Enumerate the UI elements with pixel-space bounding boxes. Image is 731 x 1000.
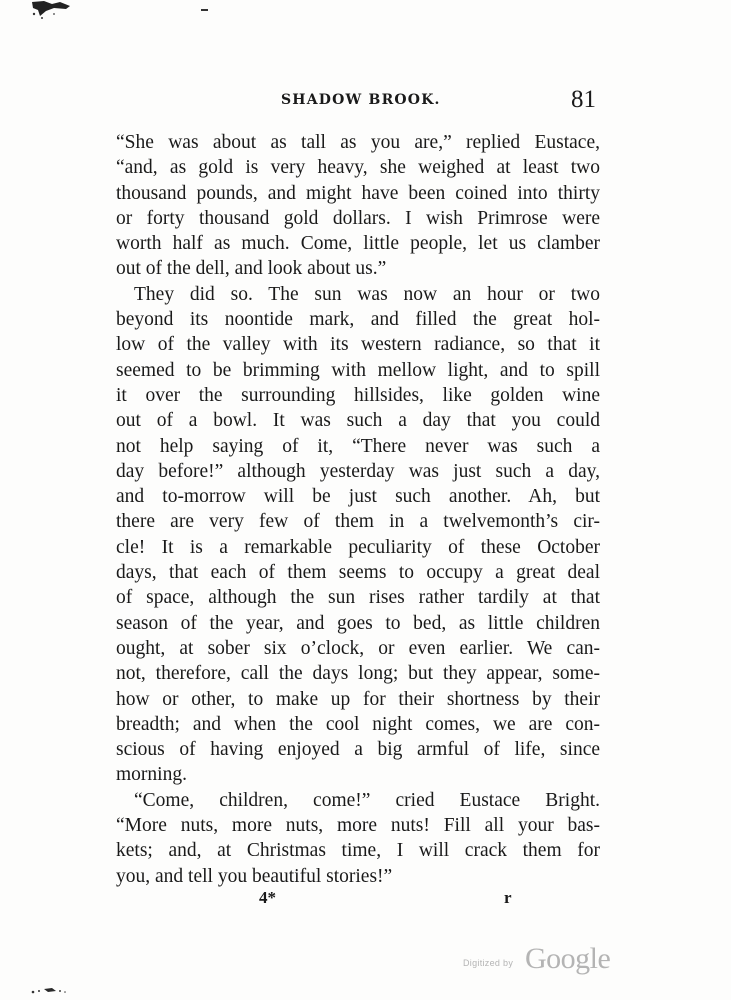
text-line: and to-morrow will be just such another. Ah, but <box>116 486 600 508</box>
text-line: not help saying of it, “There never was such a <box>116 435 600 457</box>
text-line: cle! It is a remarkable peculiarity of these October <box>116 536 600 558</box>
text-line: morning. <box>116 764 187 786</box>
text-line: They did so. The sun was now an hour or two <box>134 283 600 305</box>
text-line: “She was about as tall as you are,” replied Eustace, <box>116 132 600 153</box>
text-line: seemed to be brimming with mellow light, and to spill <box>116 359 600 381</box>
signature-marks <box>116 888 600 912</box>
running-title: SHADOW BROOK. <box>281 92 441 108</box>
text-line: “Come, children, come!” cried Eustace Bright. <box>134 789 600 811</box>
text-line: kets; and, at Christmas time, I will crack them for <box>116 840 600 862</box>
signature-mark: 4* <box>259 888 276 907</box>
text-line: of space, although the sun rises rather tardily at that <box>116 587 600 609</box>
text-line: it over the surrounding hillsides, like golden wine <box>116 384 600 406</box>
digitized-watermark <box>463 940 623 980</box>
text-line: there are very few of them in a twelvemonth’s cir- <box>116 511 600 533</box>
page-number: 81 <box>571 86 596 113</box>
watermark-caption: Digitized by <box>463 958 514 968</box>
text-line: breadth; and when the cool night comes, we are con- <box>116 713 600 735</box>
text-line: you, and tell you beautiful stories!” <box>116 865 393 887</box>
text-line: how or other, to make up for their shortness by their <box>116 688 600 710</box>
ink-speck-decoration <box>30 983 70 995</box>
text-line: scious of having enjoyed a big armful of life, since <box>116 739 600 761</box>
body-text <box>116 130 600 889</box>
text-line: thousand pounds, and might have been coined into thirty <box>116 182 600 204</box>
text-line: “and, as gold is very heavy, she weighed at least two <box>116 157 600 179</box>
ink-speck-decoration <box>30 0 78 20</box>
ink-tick-decoration <box>201 9 208 11</box>
text-line: out of the dell, and look about us.” <box>116 258 387 280</box>
running-head <box>116 86 600 116</box>
text-line: “More nuts, more nuts, more nuts! Fill all your bas- <box>116 815 600 837</box>
text-line: season of the year, and goes to bed, as little children <box>116 612 600 634</box>
text-line: beyond its noontide mark, and filled the great hol- <box>116 309 600 331</box>
text-line: low of the valley with its western radiance, so that it <box>116 334 600 356</box>
side-mark: r <box>504 888 512 907</box>
text-line: or forty thousand gold dollars. I wish Primrose were <box>116 207 600 229</box>
text-line: not, therefore, call the days long; but they appear, some- <box>116 663 600 685</box>
text-line: day before!” although yesterday was just such a day, <box>116 460 600 482</box>
watermark-logo: Google <box>525 942 611 975</box>
text-line: ought, at sober six o’clock, or even earlier. We can- <box>116 637 600 659</box>
text-line: worth half as much. Come, little people, let us clamber <box>116 233 600 255</box>
text-line: out of a bowl. It was such a day that you could <box>116 410 600 432</box>
text-line: days, that each of them seems to occupy a great deal <box>116 562 600 584</box>
